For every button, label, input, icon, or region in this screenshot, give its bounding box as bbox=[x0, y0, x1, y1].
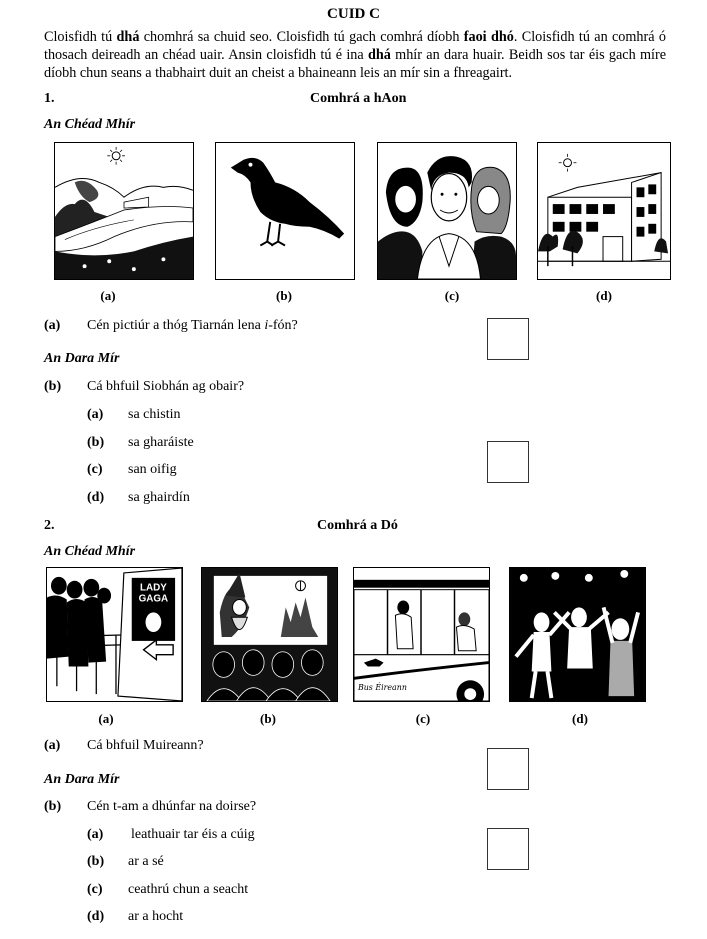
answer-box[interactable] bbox=[487, 828, 529, 870]
answer-box[interactable] bbox=[487, 748, 529, 790]
office-building-picture[interactable] bbox=[537, 142, 671, 280]
picture-caption: (b) bbox=[260, 711, 276, 726]
instructions-paragraph bbox=[44, 28, 666, 82]
option-label: (a) bbox=[87, 827, 104, 842]
option-text: ceathrú chun a seacht bbox=[128, 882, 249, 897]
question-number-2: 2. bbox=[44, 518, 55, 533]
question-label: (a) bbox=[44, 738, 61, 753]
dancing-picture[interactable] bbox=[509, 567, 646, 702]
intro-bold: faoi dhó bbox=[463, 29, 514, 45]
picture-caption: (b) bbox=[276, 288, 292, 303]
question-text bbox=[87, 317, 298, 335]
bus-picture[interactable] bbox=[353, 567, 490, 702]
concert-queue-picture[interactable] bbox=[46, 567, 183, 702]
landscape-picture[interactable] bbox=[54, 142, 194, 280]
blackbird-picture[interactable] bbox=[215, 142, 355, 280]
cinema-picture[interactable] bbox=[201, 567, 338, 702]
intro-text: . Cloisfidh tú an comhrá ó thosach deireadh an chéad uair. Ansin cloisfidh tú é ina bbox=[44, 29, 666, 63]
question-text-part: -fón? bbox=[268, 318, 298, 333]
question-label: (a) bbox=[44, 318, 61, 333]
section-heading: CUID C bbox=[327, 6, 380, 22]
poster-line-2: GAGA bbox=[138, 593, 169, 605]
part-2-label: An Dara Mír bbox=[44, 351, 120, 366]
intro-bold: dhá bbox=[116, 29, 140, 45]
option-text: san oifig bbox=[128, 462, 177, 477]
conversation-2-title: Comhrá a Dó bbox=[317, 518, 398, 533]
option-text: leathuair tar éis a cúig bbox=[131, 827, 255, 842]
option-label: (c) bbox=[87, 462, 103, 477]
intro-text: Cloisfidh tú bbox=[44, 29, 117, 45]
picture-caption: (a) bbox=[98, 711, 114, 726]
option-text: ar a hocht bbox=[128, 909, 184, 924]
option-label: (d) bbox=[87, 490, 105, 505]
picture-caption: (c) bbox=[415, 711, 431, 726]
picture-caption: (d) bbox=[596, 288, 612, 303]
option-label: (c) bbox=[87, 882, 103, 897]
three-people-picture[interactable] bbox=[377, 142, 517, 280]
option-text: ar a sé bbox=[128, 854, 164, 869]
option-text: sa ghairdín bbox=[128, 490, 190, 505]
question-label: (b) bbox=[44, 379, 62, 394]
poster-line-1: LADY bbox=[140, 582, 167, 594]
part-2-label: An Dara Mír bbox=[44, 772, 120, 787]
question-text-part: Cén pictiúr a thóg Tiarnán lena bbox=[87, 318, 265, 333]
option-label: (b) bbox=[87, 854, 105, 869]
part-1-label: An Chéad Mhír bbox=[44, 117, 136, 132]
conversation-1-title: Comhrá a hAon bbox=[310, 91, 407, 106]
question-text: Cá bhfuil Muireann? bbox=[87, 738, 204, 753]
option-text: sa gharáiste bbox=[128, 435, 194, 450]
question-text: Cén t-am a dhúnfar na doirse? bbox=[87, 799, 257, 814]
answer-box[interactable] bbox=[487, 441, 529, 483]
question-label: (b) bbox=[44, 799, 62, 814]
intro-text: chomhrá sa chuid seo. Cloisfidh tú gach comhrá díobh bbox=[139, 29, 464, 45]
picture-caption: (d) bbox=[572, 711, 588, 726]
question-number-1: 1. bbox=[44, 91, 55, 106]
option-label: (b) bbox=[87, 435, 105, 450]
option-label: (a) bbox=[87, 407, 104, 422]
option-label: (d) bbox=[87, 909, 105, 924]
picture-caption: (a) bbox=[100, 288, 116, 303]
part-1-label: An Chéad Mhír bbox=[44, 544, 136, 559]
picture-caption: (c) bbox=[444, 288, 460, 303]
question-text: Cá bhfuil Siobhán ag obair? bbox=[87, 379, 245, 394]
intro-text: mhír an dara huair. Beidh sos tar éis gach míre díobh chun seans a thabhairt duit an cheist a bhaineann leis an mír sin a fhreagairt. bbox=[44, 47, 666, 81]
question-text-italic: i bbox=[264, 318, 269, 333]
answer-box[interactable] bbox=[487, 318, 529, 360]
option-text: sa chistin bbox=[128, 407, 181, 422]
bus-logo-text: Bus Éireann bbox=[357, 683, 407, 693]
intro-bold: dhá bbox=[367, 47, 391, 63]
